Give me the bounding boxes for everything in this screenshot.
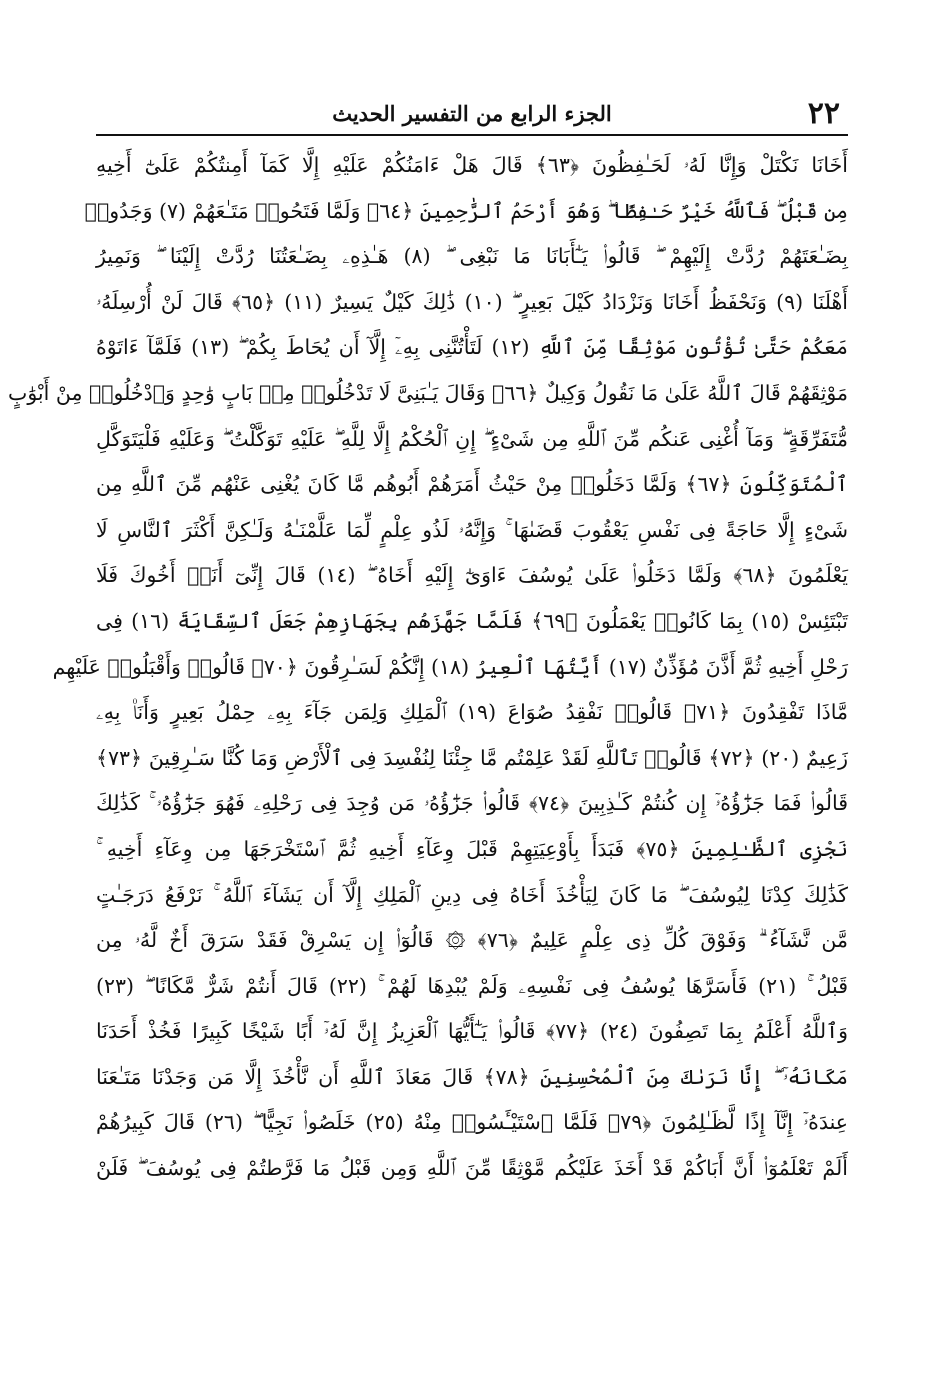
header-title: الجزء الرابع من التفسير الحديث bbox=[332, 101, 612, 126]
text-line: مِن قَبْلُ ۖ فَٱللَّهُ خَيْرٌ حَـٰفِظًا ۖ وَهُوَ أَرْحَمُ ٱلرَّٰحِمِينَ ﴿٦٤﴾ وَلَمَّا فَتَحُوا۟ مَتَـٰعَهُمْ (٧) وَجَدُوا۟ bbox=[84, 198, 848, 223]
text-line: مَعَكُمْ حَتَّىٰ تُؤْتُونِ مَوْثِقًا مِّنَ ٱللَّهِ (١٢) لَتَأْتُنَّنِى بِهِۦٓ إِلَّآ أَن يُحَاطَ بِكُمْ ۖ (١٣) فَلَمَّآ ءَاتَوْهُ bbox=[96, 335, 848, 360]
quran-text-block bbox=[8, 143, 849, 1192]
text-line: مُّتَفَرِّقَةٍ ۖ وَمَآ أُغْنِى عَنكُم مِّنَ ٱللَّهِ مِن شَىْءٍ ۖ إِنِ ٱلْحُكْمُ إِلَّا لِلَّهِ ۖ عَلَيْهِ تَوَكَّلْتُ ۖ وَعَلَيْهِ فَلْيَتَوَكَّلِ bbox=[96, 426, 848, 451]
text-line: عِندَهُۥٓ إِنَّآ إِذًا لَّظَـٰلِمُونَ ﴿٧٩﴾ فَلَمَّا ٱسْتَيْـَٔسُوا۟ مِنْهُ (٢٥) خَلَصُوا۟ نَجِيًّا ۖ (٢٦) قَالَ كَبِيرُهُمْ bbox=[96, 1110, 849, 1135]
text-line: بِضَـٰعَتَهُمْ رُدَّتْ إِلَيْهِمْ ۖ قَالُوا۟ يَـٰٓأَبَانَا مَا نَبْغِى ۖ (٨) هَـٰذِهِۦ بِضَـٰعَتُنَا رُدَّتْ إِلَيْنَا ۖ وَنَمِيرُ bbox=[96, 244, 848, 269]
text-line: ٱلْمُتَوَكِّلُونَ ﴿٦٧﴾ وَلَمَّا دَخَلُوا۟ مِنْ حَيْثُ أَمَرَهُمْ أَبُوهُم مَّا كَانَ يُغْنِى عَنْهُم مِّنَ ٱللَّهِ مِن bbox=[96, 472, 848, 497]
text-line: مَّاذَا تَفْقِدُونَ ﴿٧١﴾ قَالُوا۟ نَفْقِدُ صُوَاعَ (١٩) ٱلْمَلِكِ وَلِمَن جَآءَ بِهِۦ حِمْلُ بَعِيرٍ وَأَنَا۠ بِهِۦ bbox=[96, 700, 849, 725]
text-line: رَحْلِ أَخِيهِ ثُمَّ أَذَّنَ مُؤَذِّنٌ (١٧) أَيَّتُهَا ٱلْعِيرُ (١٨) إِنَّكُمْ لَسَـٰرِقُونَ ﴿٧٠﴾ قَالُوا۟ وَأَقْبَلُوا۟ عَلَيْهِم bbox=[52, 654, 848, 679]
text-line: نَجْزِى ٱلظَّـٰلِمِينَ ﴿٧٥﴾ فَبَدَأَ بِأَوْعِيَتِهِمْ قَبْلَ وِعَآءِ أَخِيهِ ثُمَّ ٱسْتَخْرَجَهَا مِن وِعَآءِ أَخِيهِ ۚ bbox=[96, 836, 849, 861]
text-line: شَىْءٍ إِلَّا حَاجَةً فِى نَفْسِ يَعْقُوبَ قَضَىٰهَا ۚ وَإِنَّهُۥ لَذُو عِلْمٍ لِّمَا عَلَّمْنَـٰهُ وَلَـٰكِنَّ أَكْثَرَ ٱلنَّاسِ لَا bbox=[96, 517, 848, 542]
text-line: وَٱللَّهُ أَعْلَمُ بِمَا تَصِفُونَ (٢٤) ﴿٧٧﴾ قَالُوا۟ يَـٰٓأَيُّهَا ٱلْعَزِيزُ إِنَّ لَهُۥٓ أَبًا شَيْخًا كَبِيرًا فَخُذْ أَحَدَنَا bbox=[96, 1019, 848, 1044]
text-line: قَبْلُ ۚ (٢١) فَأَسَرَّهَا يُوسُفُ فِى نَفْسِهِۦ وَلَمْ يُبْدِهَا لَهُمْ ۚ (٢٢) قَالَ أَنتُمْ شَرٌّ مَّكَانًا ۖ (٢٣) bbox=[96, 973, 848, 998]
page-number: ٢٢ bbox=[807, 96, 840, 131]
text-line: مَّن نَّشَآءُ ۗ وَفَوْقَ كُلِّ ذِى عِلْمٍ عَلِيمٌ ﴿٧٦﴾ ۞ قَالُوٓا۟ إِن يَسْرِقْ فَقَدْ سَرَقَ أَخٌ لَّهُۥ مِن bbox=[96, 928, 848, 953]
text-line: قَالُوا۟ فَمَا جَزَٰٓؤُهُۥٓ إِن كُنتُمْ كَـٰذِبِينَ ﴿٧٤﴾ قَالُوا۟ جَزَٰٓؤُهُۥ مَن وُجِدَ فِى رَحْلِهِۦ فَهُوَ جَزَٰٓؤُهُۥ ۚ كَذَٰلِكَ bbox=[96, 791, 848, 816]
text-line: مَوْثِقَهُمْ قَالَ ٱللَّهُ عَلَىٰ مَا نَقُولُ وَكِيلٌ ﴿٦٦﴾ وَقَالَ يَـٰبَنِىَّ لَا تَدْخُلُوا۟ مِنۢ بَابٍ وَٰحِدٍ وَٱدْخُلُوا۟ مِنْ أَبْوَٰبٍ bbox=[8, 380, 848, 405]
text-line: يَعْلَمُونَ ﴿٦٨﴾ وَلَمَّا دَخَلُوا۟ عَلَىٰ يُوسُفَ ءَاوَىٰٓ إِلَيْهِ أَخَاهُ ۖ (١٤) قَالَ إِنِّىٓ أَنَا۠ أَخُوكَ فَلَا bbox=[96, 563, 848, 588]
running-header bbox=[96, 94, 848, 136]
text-line: زَعِيمٌ (٢٠) ﴿٧٢﴾ قَالُوا۟ تَٱللَّهِ لَقَدْ عَلِمْتُم مَّا جِئْنَا لِنُفْسِدَ فِى ٱلْأَرْضِ وَمَا كُنَّا سَـٰرِقِينَ ﴿٧٣﴾ bbox=[96, 745, 848, 770]
text-line: أَلَمْ تَعْلَمُوٓا۟ أَنَّ أَبَاكُمْ قَدْ أَخَذَ عَلَيْكُم مَّوْثِقًا مِّنَ ٱللَّهِ وَمِن قَبْلُ مَا فَرَّطتُمْ فِى يُوسُفَ ۖ فَلَنْ bbox=[96, 1156, 848, 1181]
text-line: مَكَانَهُۥٓ ۖ إِنَّا نَرَىٰكَ مِنَ ٱلْمُحْسِنِينَ ﴿٧٨﴾ قَالَ مَعَاذَ ٱللَّهِ أَن نَّأْخُذَ إِلَّا مَن وَجَدْنَا مَتَـٰعَنَا bbox=[96, 1064, 848, 1089]
text-line: أَخَانَا نَكْتَلْ وَإِنَّا لَهُۥ لَحَـٰفِظُونَ ﴿٦٣﴾ قَالَ هَلْ ءَامَنُكُمْ عَلَيْهِ إِلَّا كَمَآ أَمِنتُكُمْ عَلَىٰٓ أَخِيهِ bbox=[96, 153, 848, 177]
text-line: تَبْتَئِسْ (١٥) بِمَا كَانُوا۟ يَعْمَلُونَ ﴿٦٩﴾ فَلَمَّا جَهَّزَهُم بِجَهَازِهِمْ جَعَلَ ٱلسِّقَايَةَ (١٦) فِى bbox=[96, 608, 848, 633]
text-line: أَهْلَنَا (٩) وَنَحْفَظُ أَخَانَا وَنَزْدَادُ كَيْلَ بَعِيرٍ ۖ (١٠) ذَٰلِكَ كَيْلٌ يَسِيرٌ (١١) ﴿٦٥﴾ قَالَ لَنْ أُرْسِلَهُۥ bbox=[96, 289, 848, 314]
text-line: كَذَٰلِكَ كِدْنَا لِيُوسُفَ ۖ مَا كَانَ لِيَأْخُذَ أَخَاهُ فِى دِينِ ٱلْمَلِكِ إِلَّآ أَن يَشَآءَ ٱللَّهُ ۚ نَرْفَعُ دَرَجَـٰتٍ bbox=[96, 882, 848, 907]
